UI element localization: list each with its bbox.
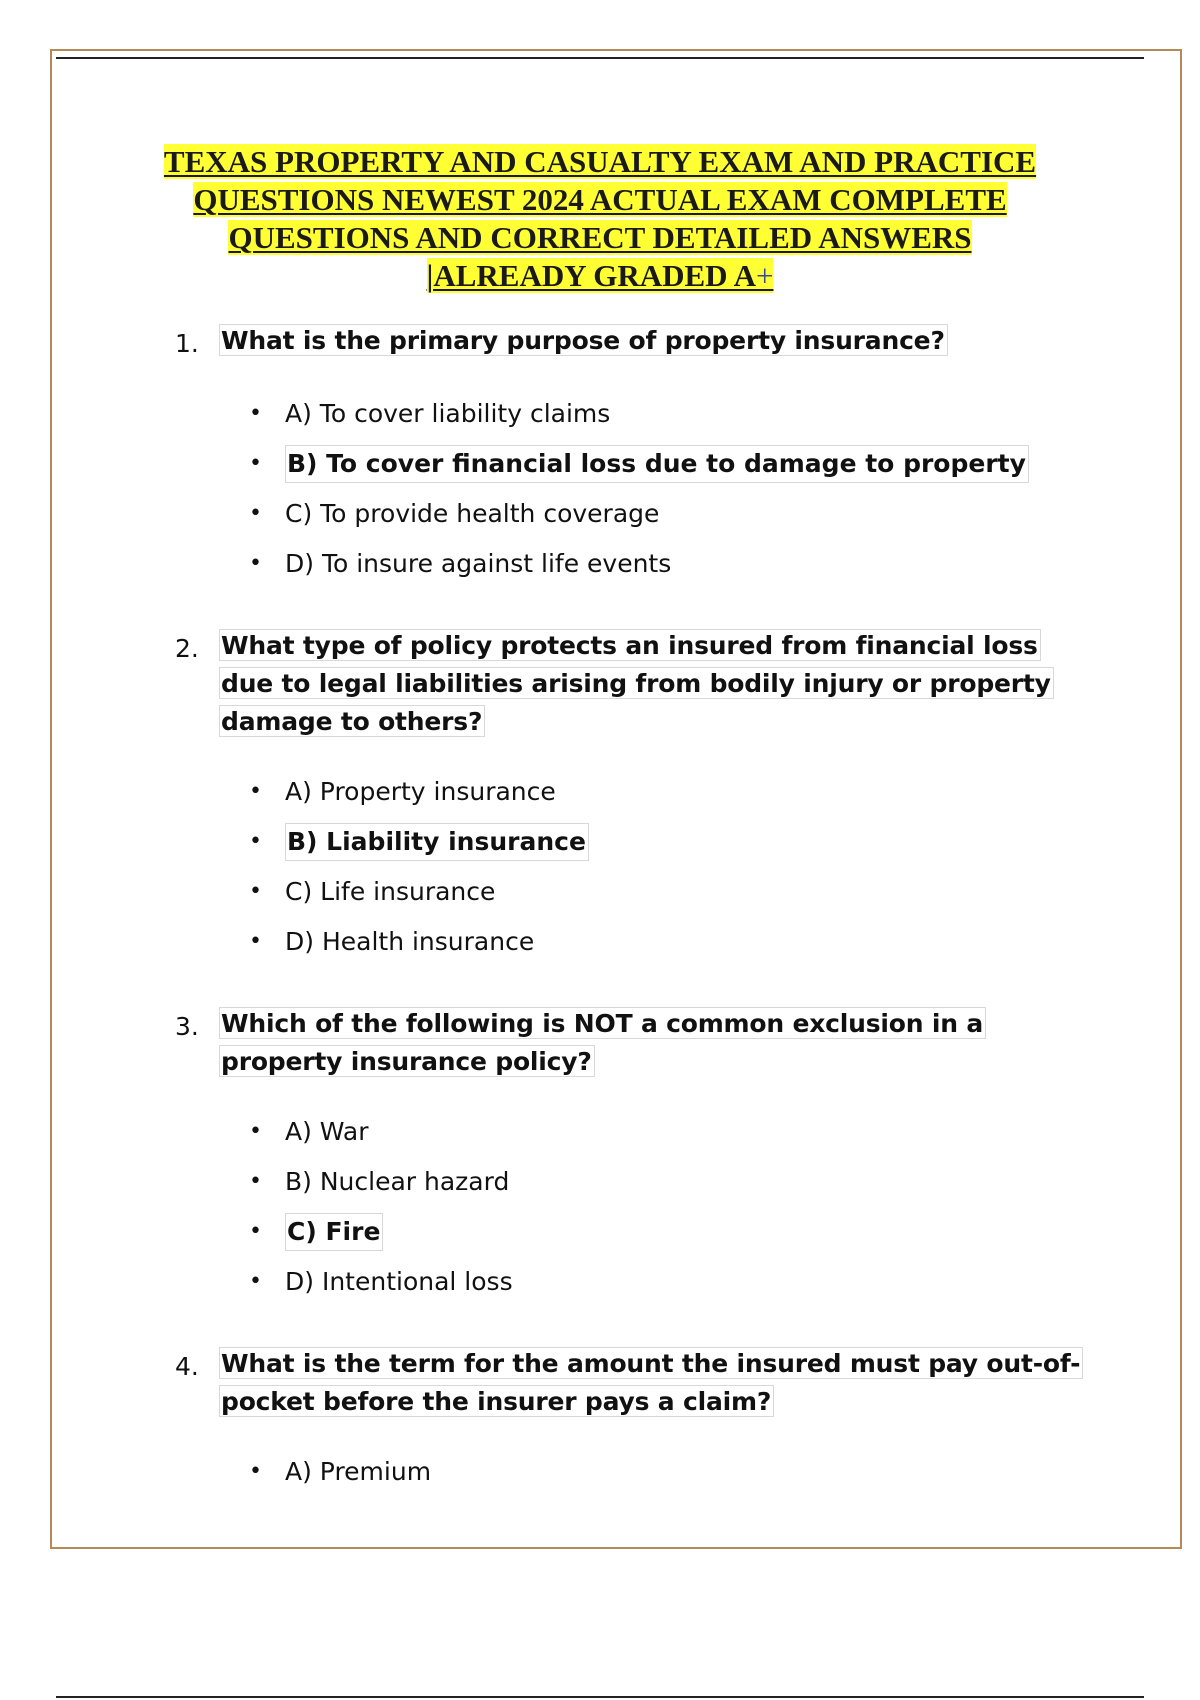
option-text: A) Property insurance [285, 777, 556, 806]
option-text: C) Life insurance [285, 877, 496, 906]
option-b [247, 439, 1095, 489]
option-text: D) Health insurance [285, 927, 535, 956]
option-a [247, 1447, 1095, 1497]
footer-rule [56, 1696, 1144, 1698]
option-d [247, 539, 1095, 589]
option-list [247, 389, 1095, 589]
header-rule [56, 57, 1144, 59]
bullet-icon: • [249, 1459, 262, 1484]
question-3 [175, 1005, 1095, 1307]
option-b [247, 817, 1095, 867]
question-text-content: What type of policy protects an insured from financial loss due to legal liabilities arising from bodily injury or property damage to others? [219, 629, 1054, 737]
option-d [247, 1257, 1095, 1307]
option-text: A) Premium [285, 1457, 432, 1486]
question-number: 3. [175, 1012, 199, 1041]
title-line-4 [427, 258, 774, 293]
question-4 [175, 1345, 1095, 1497]
bullet-icon: • [249, 501, 262, 526]
option-text: B) Nuclear hazard [285, 1167, 510, 1196]
option-c [247, 867, 1095, 917]
option-a [247, 389, 1095, 439]
question-number: 2. [175, 634, 199, 663]
bullet-icon: • [249, 1219, 262, 1244]
question-text-content: What is the term for the amount the insured must pay out-of-pocket before the insurer pays a claim? [219, 1347, 1083, 1417]
option-list [247, 767, 1095, 967]
question-text-content: Which of the following is NOT a common exclusion in a property insurance policy? [219, 1007, 986, 1077]
question-number: 1. [175, 329, 199, 358]
option-c [247, 1207, 1095, 1257]
option-text: A) War [285, 1117, 369, 1146]
title-line-4-text: |ALREADY GRADED A [426, 258, 756, 293]
option-text: D) To insure against life events [285, 549, 672, 578]
bullet-icon: • [249, 779, 262, 804]
question-text-content: What is the primary purpose of property insurance? [219, 324, 948, 356]
option-list [247, 1447, 1095, 1497]
option-list [247, 1107, 1095, 1307]
bullet-icon: • [249, 1119, 262, 1144]
correct-option-text: B) Liability insurance [285, 823, 589, 861]
option-a [247, 1107, 1095, 1157]
option-b [247, 1157, 1095, 1207]
option-text: A) To cover liability claims [285, 399, 611, 428]
question-text [219, 1345, 1095, 1421]
question-list [175, 322, 1095, 1497]
question-number: 4. [175, 1352, 199, 1381]
question-text [219, 627, 1095, 741]
option-c [247, 489, 1095, 539]
bullet-icon: • [249, 401, 262, 426]
bullet-icon: • [249, 879, 262, 904]
bullet-icon: • [249, 551, 262, 576]
question-2 [175, 627, 1095, 967]
bullet-icon: • [249, 829, 262, 854]
question-1 [175, 322, 1095, 589]
title-plus-mark: + [756, 258, 774, 293]
title-line-3: QUESTIONS AND CORRECT DETAILED ANSWERS [228, 220, 972, 255]
question-text [219, 1005, 1095, 1081]
correct-option-text: B) To cover financial loss due to damage to property [285, 445, 1029, 483]
option-text: C) To provide health coverage [285, 499, 660, 528]
option-a [247, 767, 1095, 817]
bullet-icon: • [249, 451, 262, 476]
bullet-icon: • [249, 1169, 262, 1194]
option-d [247, 917, 1095, 967]
option-text: D) Intentional loss [285, 1267, 513, 1296]
correct-option-text: C) Fire [285, 1213, 383, 1251]
bullet-icon: • [249, 1269, 262, 1294]
title-line-1: TEXAS PROPERTY AND CASUALTY EXAM AND PRACTICE [163, 144, 1037, 179]
document-title [130, 143, 1070, 295]
question-text [219, 322, 948, 360]
title-line-2: QUESTIONS NEWEST 2024 ACTUAL EXAM COMPLETE [193, 182, 1007, 217]
bullet-icon: • [249, 929, 262, 954]
